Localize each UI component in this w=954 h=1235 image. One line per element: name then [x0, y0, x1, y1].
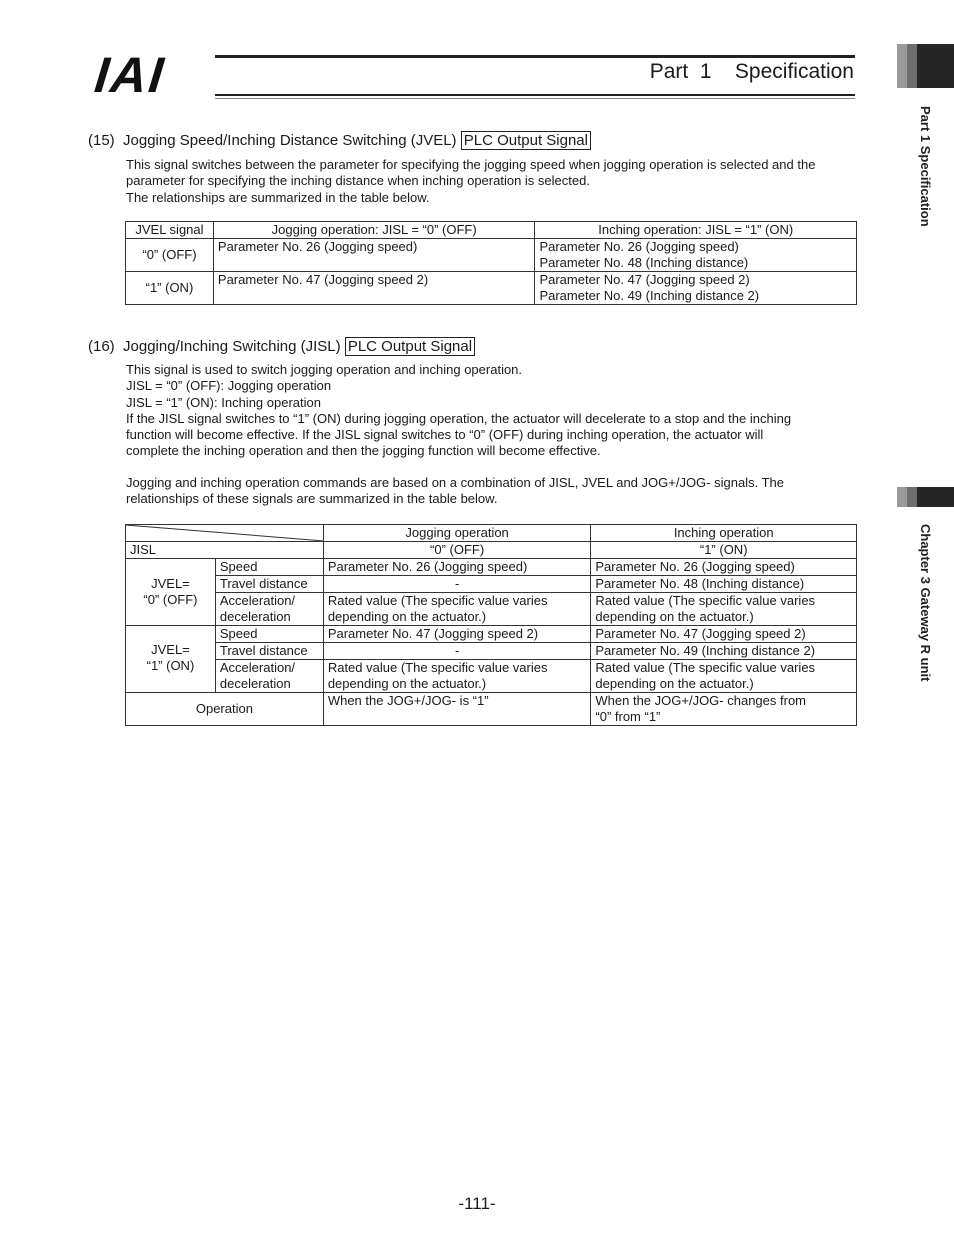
jvel-group-label — [126, 626, 216, 693]
section-15-heading — [88, 132, 591, 149]
jvel-table — [125, 221, 857, 305]
side-tab-stripe — [897, 44, 907, 88]
table-cell — [535, 272, 857, 305]
diagonal-line — [126, 525, 324, 542]
table-cell: “1” (ON) — [591, 542, 857, 559]
table-cell: Parameter No. 26 (Jogging speed) — [323, 559, 591, 576]
diagonal-corner-cell — [126, 525, 324, 542]
side-tab-block — [917, 44, 954, 88]
cell-line: Parameter No. 49 (Inching distance 2) — [539, 288, 760, 303]
table-cell: Parameter No. 47 (Jogging speed 2) — [591, 626, 857, 643]
table-header-cell: JVEL signal — [126, 222, 214, 239]
section-15-number: (15) — [88, 132, 115, 149]
jisl-label-cell: JISL — [126, 542, 324, 559]
paragraph-line: relationships of these signals are summarized in the table below. — [126, 491, 498, 507]
table-cell: Travel distance — [215, 643, 323, 660]
header-rule-bottom — [215, 94, 855, 96]
cell-line: Parameter No. 47 (Jogging speed 2) — [539, 272, 750, 287]
side-tab-block — [917, 487, 954, 507]
paragraph-line: This signal is used to switch jogging operation and inching operation. — [126, 362, 523, 377]
table-row — [126, 239, 857, 272]
table-cell — [591, 693, 857, 726]
section-16-description — [126, 362, 886, 460]
table-row — [126, 626, 857, 643]
table-cell: Parameter No. 47 (Jogging speed 2) — [323, 626, 591, 643]
paragraph-line: This signal switches between the parameter for specifying the jogging speed when jogging operation is selected and the — [126, 157, 816, 172]
table-cell: - — [323, 643, 591, 660]
cell-line: JVEL= — [151, 642, 190, 657]
cell-line: JVEL= — [151, 576, 190, 591]
table-cell — [535, 239, 857, 272]
paragraph-line: function will become effective. If the JISL signal switches to “0” (OFF) during inching operation, the actuator will — [126, 427, 764, 443]
table-row — [126, 559, 857, 576]
jvel-group-label — [126, 559, 216, 626]
table-cell — [323, 593, 591, 626]
section-16-title: Jogging/Inching Switching (JISL) — [123, 338, 341, 355]
cell-line: depending on the actuator.) — [327, 609, 487, 624]
table-cell — [591, 593, 857, 626]
header-rule-top — [215, 55, 855, 58]
cell-line: depending on the actuator.) — [327, 676, 487, 691]
table-cell: Parameter No. 26 (Jogging speed) — [213, 239, 535, 272]
table-cell: - — [323, 576, 591, 593]
section-15-description — [126, 157, 886, 206]
cell-line: depending on the actuator.) — [595, 676, 754, 691]
part-title: Part 1 Specification — [649, 60, 854, 83]
paragraph-line: complete the inching operation and then the jogging function will become effective. — [126, 443, 601, 459]
paragraph-line: parameter for specifying the inching distance when inching operation is selected. — [126, 173, 590, 189]
table-cell — [323, 660, 591, 693]
cell-line: “0” (OFF) — [143, 592, 198, 607]
cell-line: Acceleration/ — [219, 660, 296, 675]
table-header-cell: Jogging operation: JISL = “0” (OFF) — [213, 222, 535, 239]
plc-output-signal-badge: PLC Output Signal — [345, 337, 475, 356]
table-cell: When the JOG+/JOG- is “1” — [323, 693, 591, 726]
table-cell: Travel distance — [215, 576, 323, 593]
table-cell: “1” (ON) — [126, 272, 214, 305]
table-cell — [215, 593, 323, 626]
table-row — [126, 660, 857, 693]
operation-label-cell: Operation — [126, 693, 324, 726]
table-cell: Parameter No. 47 (Jogging speed 2) — [213, 272, 535, 305]
jisl-jvel-table — [125, 524, 857, 726]
table-header-row — [126, 222, 857, 239]
table-row — [126, 576, 857, 593]
cell-line: deceleration — [219, 609, 291, 624]
table-cell: Speed — [215, 626, 323, 643]
table-row — [126, 542, 857, 559]
header-rule-thin — [215, 98, 855, 99]
cell-line: Rated value (The specific value varies — [595, 660, 816, 675]
cell-line: When the JOG+/JOG- changes from — [595, 693, 806, 708]
table-cell: Parameter No. 48 (Inching distance) — [591, 576, 857, 593]
table-row — [126, 693, 857, 726]
table-cell: “0” (OFF) — [126, 239, 214, 272]
paragraph-line: Jogging and inching operation commands are based on a combination of JISL, JVEL and JOG+/JOG- signals. The — [126, 475, 784, 490]
side-tab-chapter-label: Chapter 3 Gateway R unit — [918, 524, 933, 682]
table-cell: Parameter No. 26 (Jogging speed) — [591, 559, 857, 576]
side-tab-stripe — [907, 44, 917, 88]
cell-line: Rated value (The specific value varies — [327, 660, 548, 675]
table-row — [126, 272, 857, 305]
cell-line: Acceleration/ — [219, 593, 296, 608]
section-16-description-2 — [126, 475, 886, 508]
table-cell: Speed — [215, 559, 323, 576]
plc-output-signal-badge: PLC Output Signal — [461, 131, 591, 150]
paragraph-line: The relationships are summarized in the table below. — [126, 189, 430, 205]
cell-line: Rated value (The specific value varies — [327, 593, 548, 608]
table-cell: Parameter No. 49 (Inching distance 2) — [591, 643, 857, 660]
cell-line: deceleration — [219, 676, 291, 691]
side-tab-part-label: Part 1 Specification — [918, 106, 933, 227]
cell-line: Parameter No. 48 (Inching distance) — [539, 255, 749, 270]
table-cell — [215, 660, 323, 693]
page-number: -111- — [458, 1194, 496, 1213]
cell-line: Parameter No. 26 (Jogging speed) — [539, 239, 739, 254]
table-row — [126, 643, 857, 660]
paragraph-line: JISL = “0” (OFF): Jogging operation — [126, 378, 332, 394]
table-header-cell: Jogging operation — [323, 525, 591, 542]
table-header-cell: Inching operation: JISL = “1” (ON) — [535, 222, 857, 239]
iai-logo: IAI — [92, 47, 168, 103]
cell-line: “1” (ON) — [146, 658, 195, 673]
table-cell — [591, 660, 857, 693]
cell-line: Rated value (The specific value varies — [595, 593, 816, 608]
table-header-cell: Inching operation — [591, 525, 857, 542]
table-row — [126, 593, 857, 626]
section-16-number: (16) — [88, 338, 115, 355]
section-16-heading — [88, 338, 475, 355]
cell-line: “0” from “1” — [595, 709, 661, 724]
side-tab-stripe — [897, 487, 907, 507]
paragraph-line: If the JISL signal switches to “1” (ON) during jogging operation, the actuator will decelerate to a stop and the inching — [126, 410, 792, 426]
section-15-title: Jogging Speed/Inching Distance Switching (JVEL) — [123, 132, 457, 149]
cell-line: depending on the actuator.) — [595, 609, 754, 624]
paragraph-line: JISL = “1” (ON): Inching operation — [126, 394, 321, 410]
side-tab-stripe — [907, 487, 917, 507]
table-cell: “0” (OFF) — [323, 542, 591, 559]
table-header-row — [126, 525, 857, 542]
